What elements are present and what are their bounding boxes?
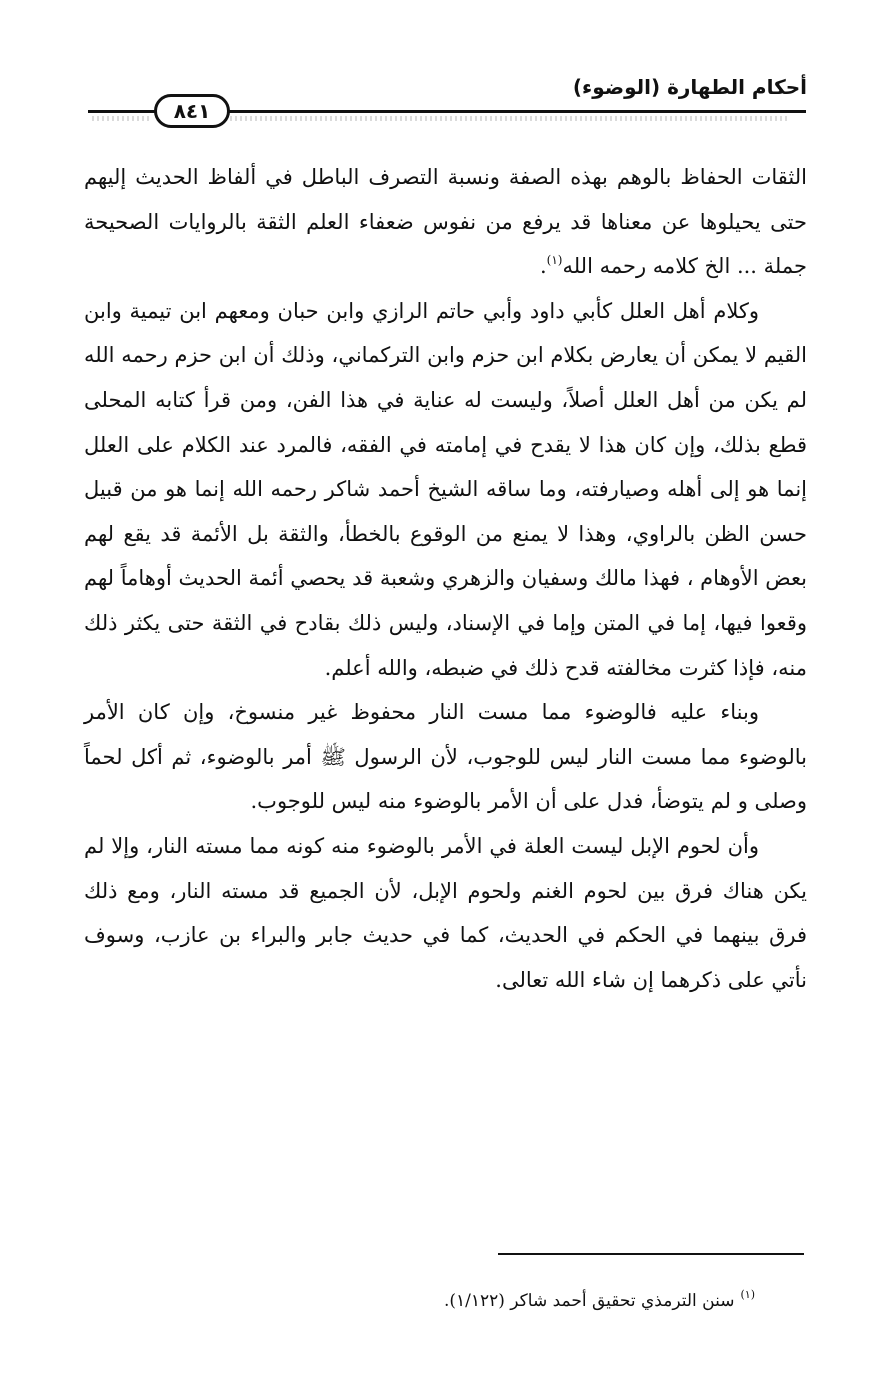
- body-text: [84, 155, 807, 1002]
- paragraph-1-text: الثقات الحفاظ بالوهم بهذه الصفة ونسبة التصرف الباطل في ألفاظ الحديث إليهم حتى يحيلوها عن معناها قد يرفع من نفوس ضعفاء العلم الثقة بالروايات الصحيحة جملة ... الخ كلامه رحمه الله: [84, 165, 807, 279]
- footnote-reference-1: (١): [546, 253, 563, 268]
- paragraph-1-trail: .: [539, 254, 547, 279]
- header-rule-shading: [230, 116, 790, 121]
- page-number: ٨٤١: [154, 94, 230, 128]
- paragraph-4: وأن لحوم الإبل ليست العلة في الأمر بالوضوء منه كونه مما مسته النار، وإلا لم يكن هناك فرق بين لحوم الغنم ولحوم الإبل، لأن الجميع قد مسته النار، ومع ذلك فرق بينهما في الحكم في الحديث، كما في حديث جابر والبراء بن عازب، وسوف نأتي على ذكرهما إن شاء الله تعالى.: [84, 833, 807, 992]
- paragraph-2: وكلام أهل العلل كأبي داود وأبي حاتم الرازي وابن حبان ومعهم ابن تيمية وابن القيم لا يمكن أن يعارض بكلام ابن حزم وابن التركماني، وذلك أن ابن حزم رحمه الله لم يكن من أهل العلل أصلاً، وليست له عناية في هذا الفن، ومن قرأ كتابه المحلى قطع بذلك، وإن كان هذا لا يقدح في إمامته في الفقه، فالمرد عند الكلام على العلل إنما هو إلى أهله وصيارفته، وما ساقه الشيخ أحمد شاكر رحمه الله إنما هو من قبيل حسن الظن بالراوي، وهذا لا يمنع من الوقوع بالخطأ، والثقة بل الأئمة قد يقع لهم بعض الأوهام ، فهذا مالك وسفيان والزهري وشعبة قد يحصي أئمة الحديث أوهاماً لهم وقعوا فيها، إما في المتن وإما في الإسناد، وليس ذلك بقادح في الثقة حتى يكثر ذلك منه، فإذا كثرت مخالفته قدح ذلك في ضبطه، والله أعلم.: [84, 298, 807, 680]
- footnote-1-mark: (١): [740, 1288, 755, 1301]
- header-rule-shading-left: [92, 116, 152, 121]
- paragraph-3: وبناء عليه فالوضوء مما مست النار محفوظ غير منسوخ، وإن كان الأمر بالوضوء مما مست النار ليس للوجوب، لأن الرسول ﷺ أمر بالوضوء، ثم أكل لحماً وصلى و لم يتوضأ، فدل على أن الأمر بالوضوء منه ليس للوجوب.: [84, 700, 807, 814]
- footnote-1: [444, 1288, 755, 1314]
- footnote-separator: [498, 1253, 804, 1255]
- running-title: أحكام الطهارة (الوضوء): [572, 75, 807, 99]
- paragraph-1: [84, 155, 807, 289]
- footnote-1-text: سنن الترمذي تحقيق أحمد شاكر (١/١٢٢).: [443, 1291, 735, 1311]
